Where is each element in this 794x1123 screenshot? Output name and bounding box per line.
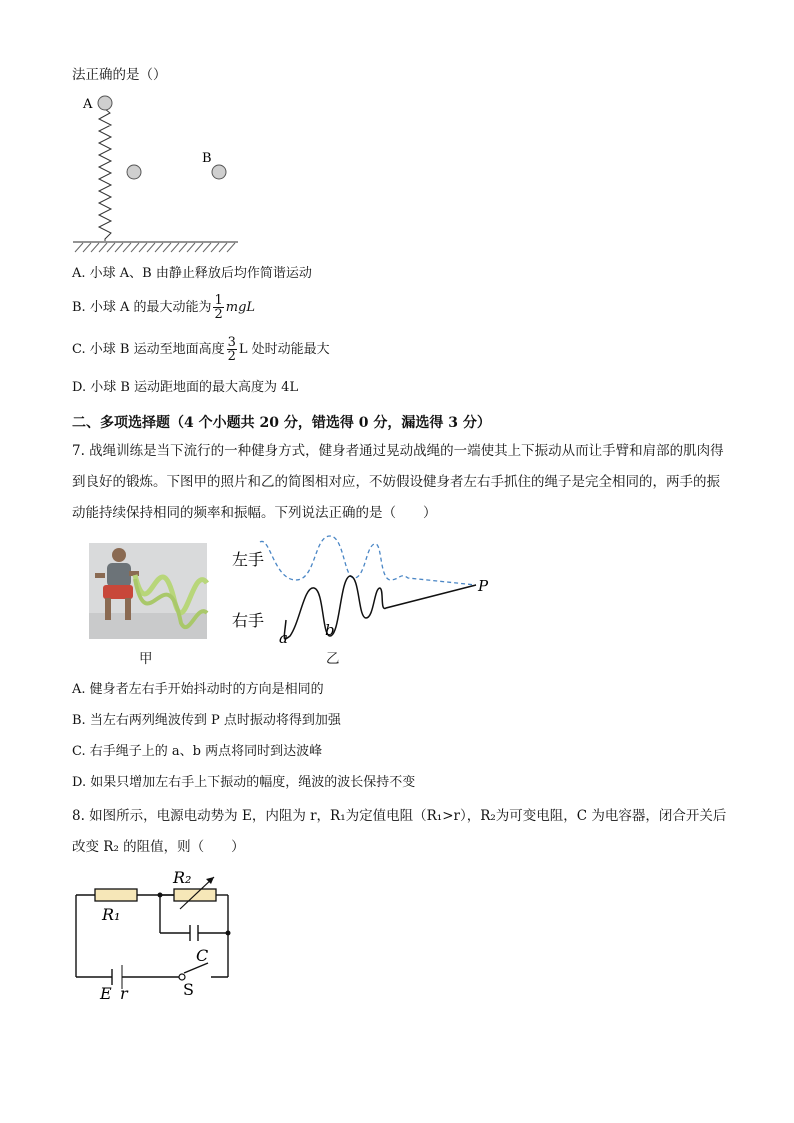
q8-circuit: [70, 865, 240, 1005]
q7-option-d: D. 如果只增加左右手上下振动的幅度，绳波的波长保持不变: [72, 775, 416, 790]
label-r1: R₁: [102, 905, 121, 924]
q6-figure: [70, 90, 250, 255]
label-left-hand: 左手: [232, 550, 265, 569]
left-rope-wave: [260, 536, 476, 585]
ball-a: [98, 96, 112, 110]
ball-b: [212, 165, 226, 179]
q7-option-c: C. 右手绳子上的 a、b 两点将同时到达波峰: [72, 744, 323, 759]
fraction-one-half: [213, 294, 223, 321]
label-r2: R₂: [173, 868, 192, 887]
junction-left: [158, 893, 163, 898]
ball-middle: [127, 165, 141, 179]
fraction-three-half: [227, 336, 237, 363]
section-heading: 二、多项选择题（4 个小题共 20 分，错选得 0 分，漏选得 3 分）: [72, 415, 491, 431]
resistor-r1: [95, 889, 137, 901]
q7-wave-diagram: [230, 532, 500, 647]
q6-option-c-post: L 处时动能最大: [238, 342, 330, 357]
q6-option-b-post: mgL: [225, 300, 256, 315]
label-point-p: P: [478, 577, 489, 595]
q6-option-b-pre: B. 小球 A 的最大动能为: [72, 300, 212, 315]
q7-photo: [89, 543, 207, 639]
label-e: E: [100, 984, 112, 1003]
q6-stem-tail: 法正确的是（）: [72, 67, 167, 83]
q6-option-c-pre: C. 小球 B 运动至地面高度: [72, 342, 225, 357]
q6-option-d: D. 小球 B 运动距地面的最大高度为 4L: [72, 380, 299, 395]
label-right-hand: 右手: [232, 611, 265, 630]
right-rope-wave: [284, 576, 476, 639]
ground-hatch: [75, 243, 235, 252]
label-point-a: a: [279, 629, 288, 647]
q6-option-c: [72, 336, 330, 363]
label-ball-a: A: [83, 97, 93, 112]
frac-num: 1: [214, 293, 223, 308]
q7-stem: 7. 战绳训练是当下流行的一种健身方式，健身者通过晃动战绳的一端使其上下振动从而让手臂和肩部的肌肉得到良好的锻炼。下图甲的照片和乙的简图相对应，不妨假设健身者左右手抓住的绳子是完全相同的，两手的振动能持续保持相同的频率和振幅。下列说法正确的是（ ）: [72, 443, 724, 521]
q7-fig-jia: 甲: [139, 651, 153, 667]
label-ball-b: B: [202, 151, 212, 166]
junction-right: [226, 931, 231, 936]
frac-num: 3: [227, 335, 236, 350]
label-point-b: b: [325, 621, 335, 639]
q6-option-a: A. 小球 A、B 由静止释放后均作简谐运动: [72, 266, 312, 281]
frac-den: 2: [227, 349, 236, 364]
label-r: r: [120, 984, 128, 1003]
spring: [99, 109, 111, 241]
label-s: S: [183, 980, 194, 999]
label-c: C: [196, 946, 209, 965]
frac-den: 2: [214, 307, 223, 322]
q7-option-b: B. 当左右两列绳波传到 P 点时振动将得到加强: [72, 713, 341, 728]
q8-stem: 8. 如图所示，电源电动势为 E，内阻为 r，R₁为定值电阻（R₁>r），R₂为可变电阻，C 为电容器，闭合开关后改变 R₂ 的阻值，则（ ）: [72, 808, 727, 855]
q6-option-b: [72, 294, 255, 321]
q7-option-a: A. 健身者左右手开始抖动时的方向是相同的: [72, 682, 324, 697]
q7-fig-yi: 乙: [326, 651, 340, 667]
